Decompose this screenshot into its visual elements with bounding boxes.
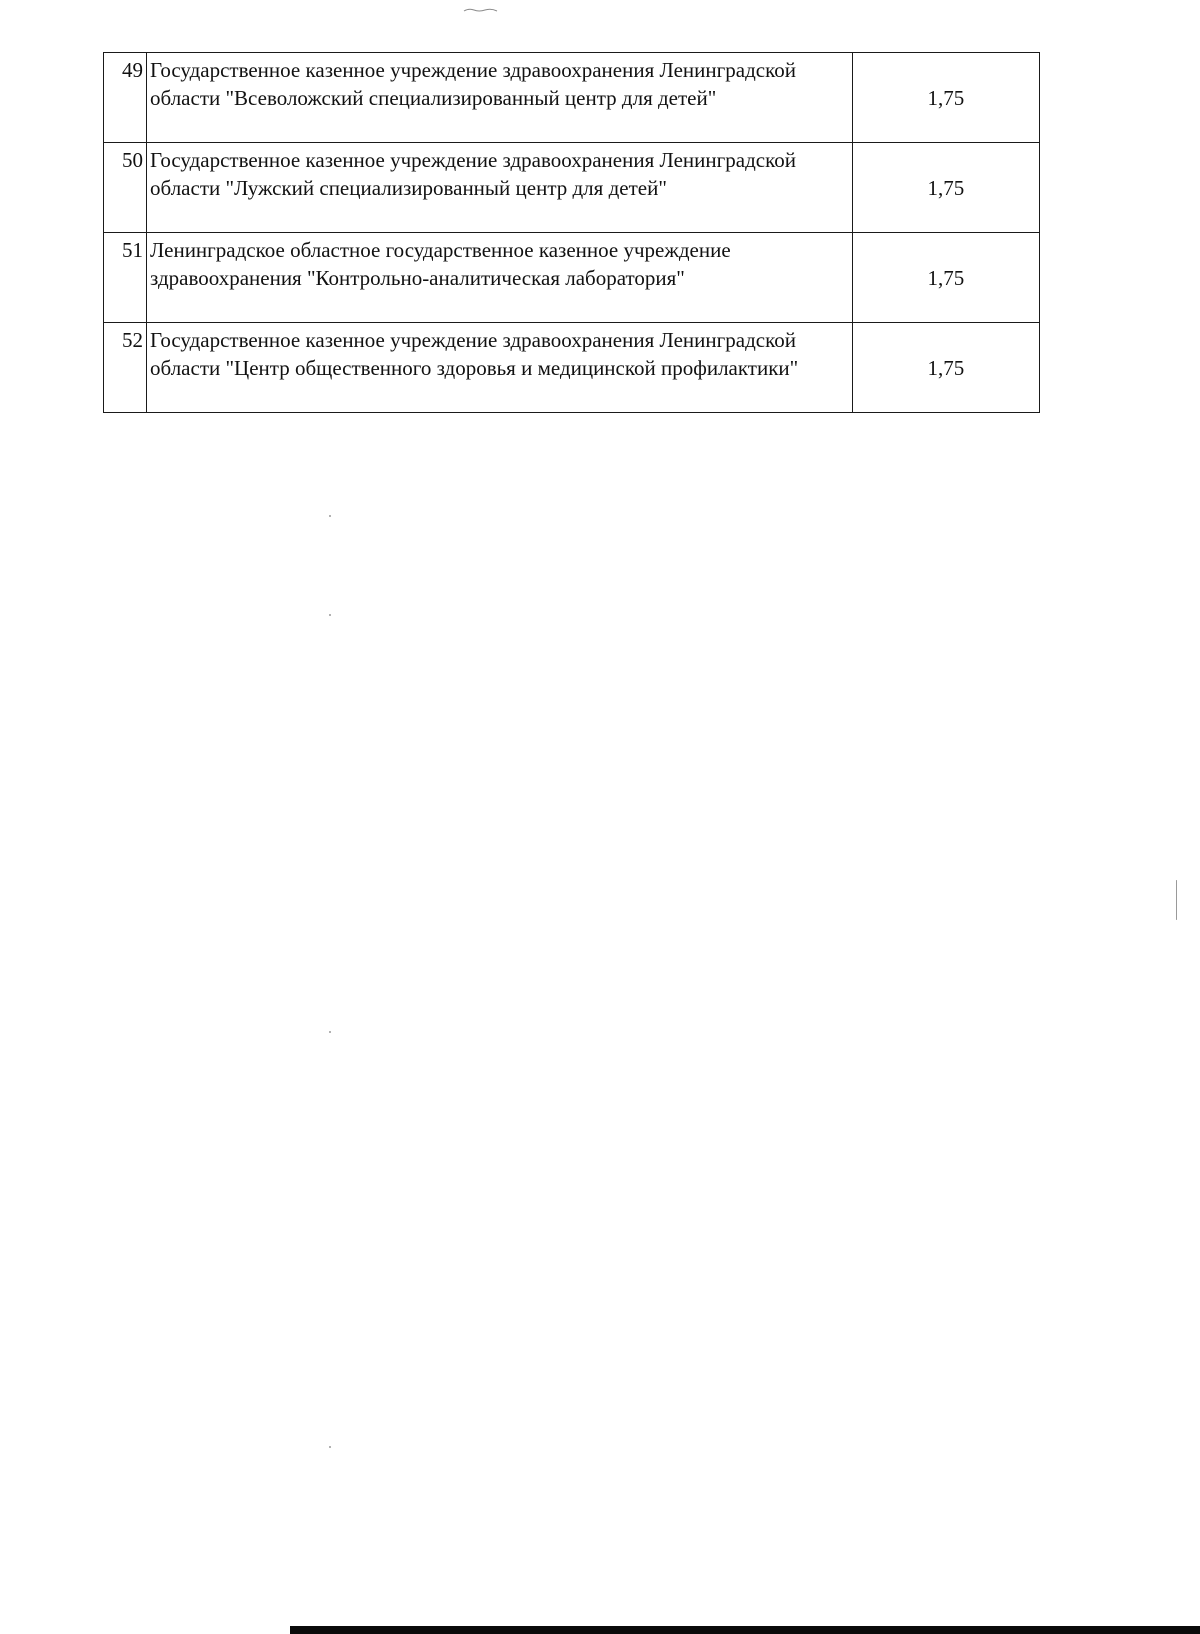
scan-speck <box>329 1031 331 1033</box>
row-number: 51 <box>104 233 147 323</box>
institution-name: Государственное казенное учреждение здравоохранения Ленинградской области "Лужский специализированный центр для детей" <box>147 143 853 233</box>
scan-speck <box>329 614 331 616</box>
coefficient-value: 1,75 <box>852 233 1039 323</box>
scan-speck <box>329 1446 331 1448</box>
coefficient-value: 1,75 <box>852 323 1039 413</box>
coefficient-value: 1,75 <box>852 143 1039 233</box>
table-row <box>104 53 1040 143</box>
table-row <box>104 143 1040 233</box>
scan-artifact-mark <box>463 8 499 12</box>
row-number: 49 <box>104 53 147 143</box>
row-number: 52 <box>104 323 147 413</box>
scan-speck <box>329 515 331 517</box>
institution-name: Государственное казенное учреждение здравоохранения Ленинградской области "Всеволожский специализированный центр для детей" <box>147 53 853 143</box>
scan-speck <box>1176 880 1177 920</box>
row-number: 50 <box>104 143 147 233</box>
institutions-table <box>103 52 1040 413</box>
scan-bottom-edge <box>290 1626 1200 1634</box>
coefficient-value: 1,75 <box>852 53 1039 143</box>
table-row <box>104 323 1040 413</box>
institution-name: Ленинградское областное государственное казенное учреждение здравоохранения "Контрольно-аналитическая лаборатория" <box>147 233 853 323</box>
table-row <box>104 233 1040 323</box>
institution-name: Государственное казенное учреждение здравоохранения Ленинградской области "Центр общественного здоровья и медицинской профилактики" <box>147 323 853 413</box>
